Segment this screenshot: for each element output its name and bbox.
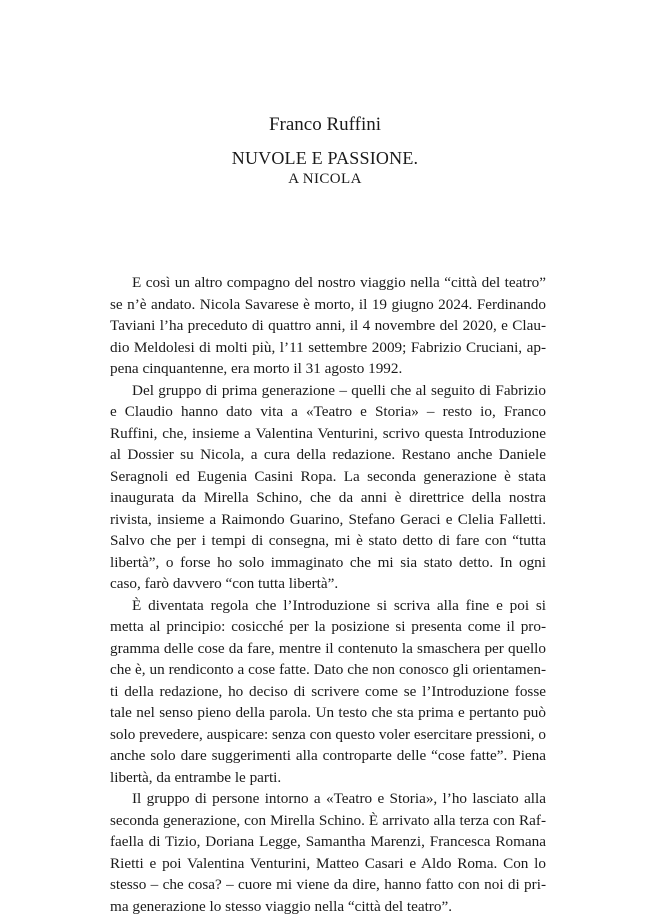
article-title: NUVOLE E PASSIONE. <box>231 148 419 168</box>
article-body <box>110 272 546 917</box>
paragraph-2: Del gruppo di prima generazione – quelli che al seguito di Fabrizio e Claudio hanno dato vita a «Teatro e Storia» – resto io, Franco Ruffini, che, insieme a Valentina Venturini, scrivo questa Introduzione al Dossier su Nicola, a cura della redazione. Restano anche Daniele Seragnoli ed Eugenia Casini Ropa. La seconda generazione è stata inaugurata da Mirella Schino, che da anni è direttrice della nostra rivista, insieme a Raimondo Guarino, Stefano Geraci e Clelia Falletti. Salvo che per i tempi di consegna, mi è stato detto di fare con “tutta libertà”, o forse ho solo immaginato che mi sia stato detto. In ogni caso, farò davvero “con tutta libertà”. <box>110 381 546 592</box>
paragraph-1: E così un altro compagno del nostro viaggio nella “città del teatro” se n’è andato. Nicola Savarese è morto, il 19 giugno 2024. Ferdinando Taviani l’ha preceduto di quattro anni, il 4 novembre del 2020, e Claudio Meldolesi di molti più, l’11 settembre 2009; Fabrizio Cruciani, appena cinquantenne, era morto il 31 agosto 1992. <box>110 274 546 377</box>
paragraph-4: Il gruppo di persone intorno a «Teatro e Storia», l’ho lasciato alla seconda generazione, con Mirella Schino. È arrivato alla terza con Raffaella di Tizio, Doriana Legge, Samantha Marenzi, Francesca Romana Rietti e poi Valentina Venturini, Matteo Casari e Aldo Roma. Con lo stesso – che cosa? – cuore mi viene da dire, hanno fatto con noi di prima generazione lo stesso viaggio nella “città del teatro”. <box>110 790 546 915</box>
author-name: Franco Ruffini <box>268 114 382 135</box>
paragraph-3: È diventata regola che l’Introduzione si scriva alla fine e poi si metta al principio: cosicché per la posizione si presenta come il programma delle cose da fare, mentre il contenuto la smaschera per quello che è, un rendiconto a cose fatte. Dato che non conosco gli orientamenti della redazione, ho deciso di scrivere come se l’Introduzione fosse tale nel senso pieno della parola. Un testo che sta prima e pertanto può solo prevedere, auspicare: senza con questo voler esercitare pressioni, o anche solo dare suggerimenti alla controparte delle “cose fatte”. Piena libertà, da entrambe le parti. <box>110 596 546 786</box>
article-subtitle: A NICOLA <box>288 171 362 187</box>
